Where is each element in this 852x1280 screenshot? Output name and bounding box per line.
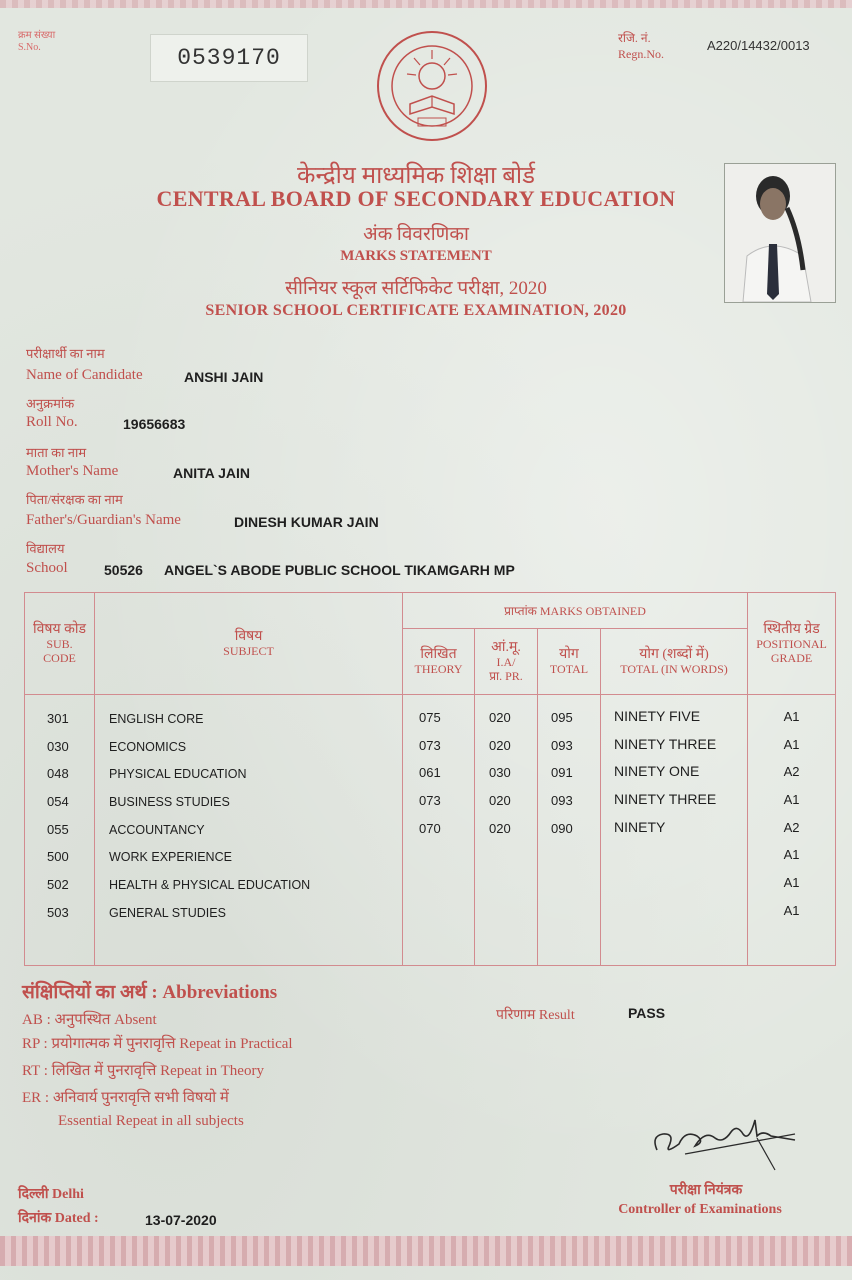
positional-grade: A2 xyxy=(783,764,800,780)
theory-marks xyxy=(419,898,474,926)
subject-code: 502 xyxy=(47,877,69,893)
theory-marks: 070 xyxy=(419,820,441,836)
subject-name: ECONOMICS xyxy=(109,739,187,754)
mother-name: ANITA JAIN xyxy=(173,465,250,481)
father-label: Father's/Guardian's Name xyxy=(26,512,181,528)
total-marks xyxy=(551,842,600,870)
grade-column xyxy=(748,695,836,966)
subject-header-hindi: विषय xyxy=(234,628,263,644)
positional-grade: A1 xyxy=(783,709,800,724)
top-border xyxy=(0,0,852,8)
ia-marks: 030 xyxy=(489,765,511,781)
regn-number: A220/14432/0013 xyxy=(707,38,810,53)
father-name: DINESH KUMAR JAIN xyxy=(234,514,379,530)
statement-title-hindi: अंक विवरणिका xyxy=(363,224,469,245)
abbr-essential-repeat-english: Essential Repeat in all subjects xyxy=(58,1113,244,1129)
total-header xyxy=(538,629,601,695)
total-in-words xyxy=(614,897,747,925)
total-marks: 090 xyxy=(551,820,573,836)
board-name-hindi: केन्द्रीय माध्यमिक शिक्षा बोर्ड xyxy=(297,163,535,189)
total-in-words xyxy=(614,869,747,897)
theory-marks xyxy=(419,870,474,898)
ia-marks: 020 xyxy=(489,820,511,836)
total-in-words: NINETY THREE xyxy=(614,791,717,808)
theory-marks: 073 xyxy=(419,793,441,809)
ia-marks: 020 xyxy=(489,710,511,725)
total-in-words: NINETY FIVE xyxy=(614,708,701,724)
grade-header-english: POSITIONAL GRADE xyxy=(756,636,827,665)
abbr-essential-repeat: ER : अनिवार्य पुनरावृत्ति सभी विषयो में xyxy=(22,1090,229,1106)
total-marks xyxy=(551,870,600,898)
grade-header-hindi: स्थितीय ग्रेड xyxy=(763,621,820,637)
name-label: Name of Candidate xyxy=(26,367,143,383)
total-marks: 091 xyxy=(551,765,573,781)
theory-header xyxy=(403,629,475,695)
name-label-hindi: परीक्षार्थी का नाम xyxy=(26,346,105,361)
sub-code-header-english: SUB. CODE xyxy=(43,636,76,665)
total-in-words: NINETY xyxy=(614,818,666,835)
board-name-english: CENTRAL BOARD OF SECONDARY EDUCATION xyxy=(156,186,676,211)
total-marks: 093 xyxy=(551,793,573,809)
cbse-emblem-icon xyxy=(374,26,490,152)
ia-header xyxy=(475,629,538,695)
abbr-absent: AB : अनुपस्थित Absent xyxy=(22,1012,157,1028)
subject-header xyxy=(95,593,403,695)
abbr-repeat-practical: RP : प्रयोगात्मक में पुनरावृत्ति Repeat in Practical xyxy=(22,1036,293,1052)
subject-code: 500 xyxy=(47,849,69,865)
result-value: PASS xyxy=(628,1005,666,1021)
total-marks xyxy=(551,898,600,926)
result-label: परिणाम Result xyxy=(496,1008,575,1023)
ia-header-hindi: आं.मू. xyxy=(491,639,521,655)
ia-marks: 020 xyxy=(489,737,511,753)
roll-number: 19656683 xyxy=(123,416,186,432)
subject-name: PHYSICAL EDUCATION xyxy=(109,767,247,782)
subject-code: 503 xyxy=(47,904,69,920)
controller-title-hindi: परीक्षा नियंत्रक xyxy=(669,1183,743,1198)
ia-marks xyxy=(489,870,537,898)
theory-header-english: THEORY xyxy=(414,661,463,676)
grade-header xyxy=(748,593,836,695)
total-marks: 093 xyxy=(551,737,573,753)
school-name: ANGEL`S ABODE PUBLIC SCHOOL TIKAMGARH MP xyxy=(164,562,515,578)
exam-title-english: SENIOR SCHOOL CERTIFICATE EXAMINATION, 2020 xyxy=(205,302,627,319)
controller-signature-icon xyxy=(645,1100,805,1174)
total-in-words xyxy=(614,841,747,869)
ia-marks xyxy=(489,898,537,926)
ia-column xyxy=(475,695,538,966)
roll-label-hindi: अनुक्रमांक xyxy=(26,396,75,411)
positional-grade: A1 xyxy=(783,847,800,863)
controller-title-english: Controller of Examinations xyxy=(618,1202,782,1217)
subject-code: 048 xyxy=(47,766,69,782)
theory-column xyxy=(403,695,475,966)
words-header xyxy=(601,629,748,695)
theory-marks: 073 xyxy=(419,737,441,753)
candidate-name: ANSHI JAIN xyxy=(184,369,264,385)
bottom-border xyxy=(0,1236,852,1266)
theory-marks: 061 xyxy=(419,765,441,781)
serial-label: क्रम संख्या S.No. xyxy=(18,30,56,53)
school-code: 50526 xyxy=(104,562,143,578)
subject-column xyxy=(95,695,403,966)
total-header-hindi: योग xyxy=(559,646,579,662)
ia-marks xyxy=(489,842,537,870)
school-label-hindi: विद्यालय xyxy=(26,541,65,556)
ia-marks: 020 xyxy=(489,793,511,809)
mother-label: Mother's Name xyxy=(26,463,119,479)
sub-code-column xyxy=(25,695,95,966)
issue-date: 13-07-2020 xyxy=(145,1212,217,1228)
subject-name: GENERAL STUDIES xyxy=(109,905,226,920)
positional-grade: A2 xyxy=(783,819,800,835)
theory-marks xyxy=(419,842,474,870)
positional-grade: A1 xyxy=(783,875,800,891)
subject-name: BUSINESS STUDIES xyxy=(109,795,230,810)
sub-code-header-hindi: विषय कोड xyxy=(33,621,86,637)
mother-label-hindi: माता का नाम xyxy=(26,445,87,460)
marks-table xyxy=(24,592,836,966)
regn-label-en: Regn.No. xyxy=(618,47,664,61)
school-label: School xyxy=(26,560,68,576)
total-header-english: TOTAL xyxy=(549,661,589,676)
subject-name: WORK EXPERIENCE xyxy=(109,850,232,865)
subject-name: HEALTH & PHYSICAL EDUCATION xyxy=(109,878,311,893)
roll-label: Roll No. xyxy=(26,414,78,430)
total-in-words: NINETY THREE xyxy=(614,735,717,752)
positional-grade: A1 xyxy=(783,792,800,808)
place: दिल्ली Delhi xyxy=(18,1187,84,1202)
regn-label-hi: रजि. नं. xyxy=(618,31,651,45)
subject-code: 301 xyxy=(47,711,69,726)
theory-header-hindi: लिखित xyxy=(420,646,457,662)
abbr-repeat-theory: RT : लिखित में पुनरावृत्ति Repeat in Theory xyxy=(22,1063,264,1079)
father-label-hindi: पिता/संरक्षक का नाम xyxy=(26,492,123,507)
subject-name: ACCOUNTANCY xyxy=(109,822,205,837)
statement-title-english: MARKS STATEMENT xyxy=(340,248,492,264)
total-in-words: NINETY ONE xyxy=(614,763,700,780)
subject-code: 030 xyxy=(47,738,69,754)
words-header-hindi: योग (शब्दों में) xyxy=(639,646,709,662)
ia-header-english: I.A/ xyxy=(496,654,516,669)
serial-number: 0539170 xyxy=(150,34,308,82)
subject-name: ENGLISH CORE xyxy=(109,712,204,726)
dated-label: दिनांक Dated : xyxy=(18,1211,99,1226)
positional-grade: A1 xyxy=(783,736,800,752)
subject-code: 054 xyxy=(47,794,69,810)
abbreviations-title: संक्षिप्तियों का अर्थ : Abbreviations xyxy=(22,982,278,1003)
subject-code: 055 xyxy=(47,821,69,837)
regn-label xyxy=(618,30,664,62)
theory-marks: 075 xyxy=(419,710,441,725)
subject-header-english: SUBJECT xyxy=(223,643,274,658)
marks-obtained-header: प्राप्तांक MARKS OBTAINED xyxy=(403,593,748,629)
total-marks: 095 xyxy=(551,710,573,725)
words-header-english: TOTAL (IN WORDS) xyxy=(620,661,728,676)
total-column xyxy=(538,695,601,966)
ia-header-pr: प्रा. PR. xyxy=(489,668,523,683)
sub-code-header xyxy=(25,593,95,695)
words-column xyxy=(601,695,748,966)
positional-grade: A1 xyxy=(783,902,800,918)
exam-title-hindi: सीनियर स्कूल सर्टिफिकेट परीक्षा, 2020 xyxy=(285,278,547,299)
